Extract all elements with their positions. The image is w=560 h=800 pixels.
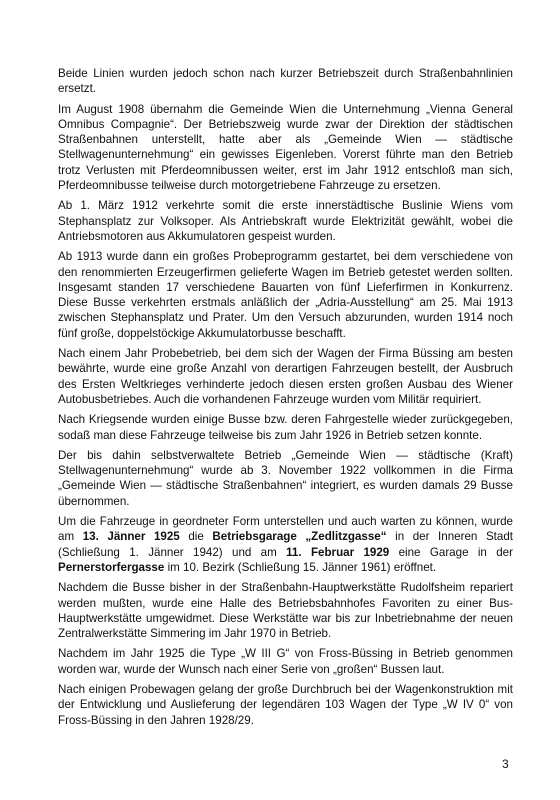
text-segment: eine Garage in der <box>389 545 513 559</box>
text-segment: Ab 1. März 1912 verkehrte somit die erste innerstädtische Buslinie Wiens vom Stephansplatz zur Volksoper. Als Antriebskraft wurde Elektrizität gewählt, wobei die Antriebsmotoren aus Akkumulatoren gespeist wurden. <box>58 199 513 243</box>
bold-text: Betriebsgarage „Zedlitzgasse“ <box>212 530 387 544</box>
bold-text: 13. Jänner 1925 <box>82 530 180 544</box>
text-segment: die <box>179 530 213 544</box>
paragraph <box>58 66 513 97</box>
paragraph <box>58 249 513 341</box>
text-segment: Nach Kriegsende wurden einige Busse bzw. deren Fahrgestelle wieder zurückgegeben, sodaß man diese Fahrzeuge teilweise bis zum Jahr 1926 in Betrieb setzen konnte. <box>58 413 513 442</box>
text-segment: Nach einem Jahr Probebetrieb, bei dem sich der Wagen der Firma Büssing am besten bewährte, wurde eine große Anzahl von derartigen Fahrzeugen bestellt, der Ausbruch des Ersten Weltkrieges verhinderte jedoch diesen ersten großen Ausbau des Wiener Autobusbetriebes. Auch die vorhandenen Fahrzeuge wurden vom Militär requiriert. <box>58 347 513 406</box>
paragraph <box>58 412 513 443</box>
paragraph <box>58 198 513 244</box>
bold-text: 11. Februar 1929 <box>286 545 390 559</box>
text-segment: in der Inneren Stadt (Schließung 1. Jänner 1942) und am <box>58 530 514 559</box>
paragraph <box>58 580 513 641</box>
text-segment: Um die Fahrzeuge in geordneter Form unterstellen und auch warten zu können, wurde am <box>58 515 513 544</box>
text-segment: Im August 1908 übernahm die Gemeinde Wien die Unternehmung „Vienna General Omnibus Compagnie“. Der Betriebszweig wurde zwar der Direktion der städtischen Straßenbahnen unterstellt, hatte aber als „Gemeinde Wien — städtische Stellwagenunternehmung“ ein gewisses Eigenleben. Vorerst führte man den Betrieb trotz Verlusten mit Pferdeomnibussen weiter, erst im Jahr 1912 entschloß man sich, Pferdeomnibusse teilweise durch motorgetriebene Fahrzeuge zu ersetzen. <box>58 102 513 193</box>
text-segment: Beide Linien wurden jedoch schon nach kurzer Betriebszeit durch Straßenbahnlinien ersetzt. <box>58 67 513 96</box>
text-segment: Nachdem im Jahr 1925 die Type „W III G“ von Fross-Büssing in Betrieb genommen worden war, wurde der Wunsch nach einer Serie von „großen“ Bussen laut. <box>58 647 513 676</box>
paragraph <box>58 514 513 575</box>
paragraph <box>58 448 513 509</box>
text-segment: Ab 1913 wurde dann ein großes Probeprogramm gestartet, bei dem verschiedene von den renommierten Erzeugerfirmen gelieferte Wagen im Betrieb getestet werden sollten. Insgesamt standen 17 verschiedene Bauarten von fünf Lieferfirmen in Konkurrenz. Diese Busse verkehrten erstmals anläßlich der „Adria-Ausstellung“ am 25. Mai 1913 zwischen Stephansplatz und Prater. Um den Versuch abzurunden, wurden 1914 noch fünf große, doppelstöckige Akkumulatorbusse beschafft. <box>58 250 513 340</box>
paragraph <box>58 682 513 728</box>
document-body <box>58 66 513 733</box>
bold-text: Pernerstorfergasse <box>58 560 165 574</box>
paragraph <box>58 646 513 677</box>
text-segment: Nachdem die Busse bisher in der Straßenbahn-Hauptwerkstätte Rudolfsheim repariert werden mußten, wurde eine Halle des Betriebsbahnhofes Favoriten zu einer Bus-Hauptwerkstätte umgewidmet. Diese Werkstätte war bis zur Inbetriebnahme der neuen Zentralwerkstätte Simmering im Jahr 1970 in Betrieb. <box>58 581 513 641</box>
text-segment: Nach einigen Probewagen gelang der große Durchbruch bei der Wagenkonstruktion mit der Entwicklung und Auslieferung der legendären 103 Wagen der Type „W IV 0“ von Fross-Büssing in den Jahren 1928/29. <box>58 682 513 727</box>
text-segment: im 10. Bezirk (Schließung 15. Jänner 1961) eröffnet. <box>164 560 437 574</box>
page-number: 3 <box>502 757 509 771</box>
paragraph <box>58 346 513 407</box>
paragraph <box>58 102 513 194</box>
text-segment: Der bis dahin selbstverwaltete Betrieb „Gemeinde Wien — städtische (Kraft) Stellwagenunternehmung“ wurde ab 3. November 1922 vollkommen in die Firma „Gemeinde Wien — städtische Straßenbahnen“ integriert, es wurden damals 29 Busse übernommen. <box>58 448 513 508</box>
